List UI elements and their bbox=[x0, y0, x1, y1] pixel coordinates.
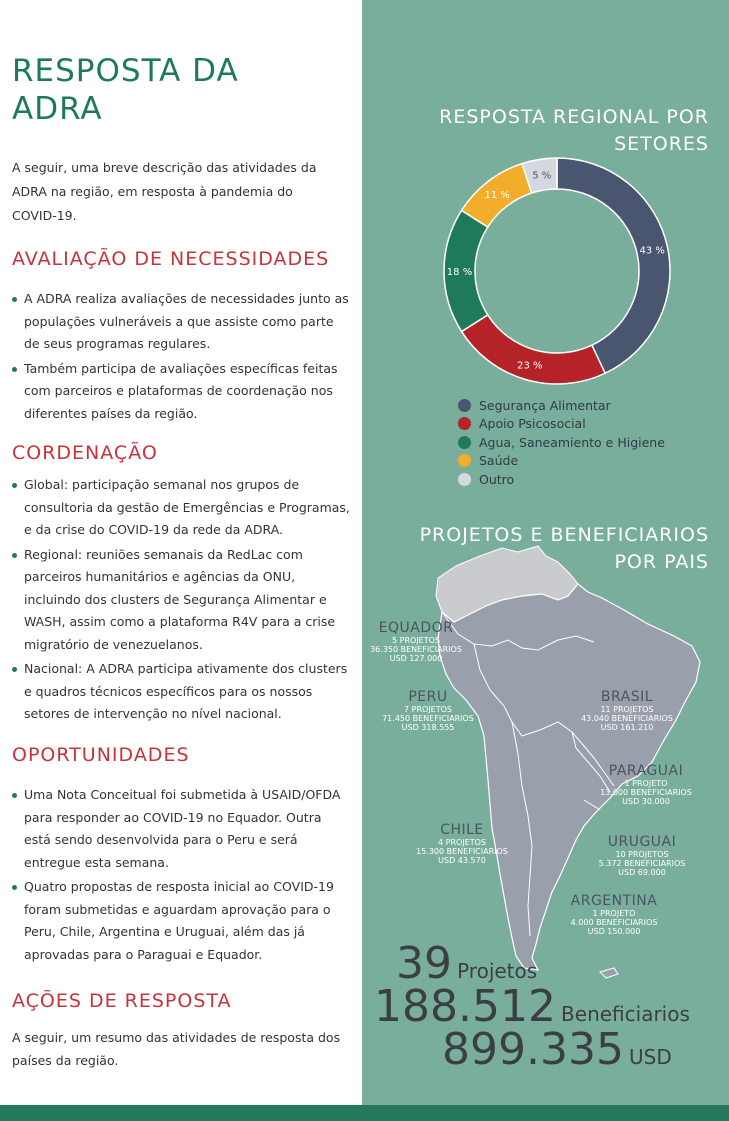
bullet-icon bbox=[12, 367, 17, 372]
cordenacao-list bbox=[12, 474, 350, 728]
donut-label-3: 11 % bbox=[484, 189, 510, 201]
country-paraguai: PARAGUAI 1 PROJETO 13.000 BENEFICIARIOS USD 30.000 bbox=[600, 763, 692, 806]
donut-label-0: 43 % bbox=[639, 245, 665, 257]
list-item: A ADRA realiza avaliações de necessidades junto as populações vulneráveis a que assiste como parte de seus programas regulares. bbox=[12, 288, 350, 356]
legend-label: Segurança Alimentar bbox=[479, 397, 611, 413]
intro-text: A seguir, uma breve descrição das atividades da ADRA na região, em resposta à pandemia do COVID-19. bbox=[12, 160, 317, 223]
country-brasil: BRASIL 11 PROJETOS 43.040 BENEFICIARIOS USD 161.210 bbox=[581, 689, 673, 732]
list-item: Global: participação semanal nos grupos de consultoria da gestão de Emergências e Programas, e da crise do COVID-19 da rede da ADRA. bbox=[12, 474, 350, 542]
donut-label-2: 18 % bbox=[446, 267, 473, 278]
bullet-icon bbox=[12, 483, 17, 488]
bullet-icon bbox=[12, 667, 17, 672]
legend-item bbox=[458, 415, 665, 434]
page-title: RESPOSTA DA ADRA bbox=[12, 53, 239, 127]
acoes-text: A seguir, um resumo das atividades de resposta dos países da região. bbox=[12, 1030, 341, 1068]
list-item: Quatro propostas de resposta inicial ao COVID-19 foram submetidas e aguardam aprovação para o Peru, Chile, Argentina e Uruguai, além das já aprovadas para o Paraguai e Equador. bbox=[12, 876, 350, 966]
chart-legend bbox=[458, 396, 665, 489]
legend-label: Saúde bbox=[479, 453, 519, 469]
country-peru: PERU 7 PROJETOS 71.450 BENEFICIARIOS USD 318.555 bbox=[382, 689, 474, 732]
chart-title: RESPOSTA REGIONAL POR SETORES bbox=[439, 106, 709, 155]
total-projects: 39 Projetos bbox=[396, 938, 538, 989]
legend-label: Apoio Psicosocial bbox=[479, 416, 586, 432]
country-chile: CHILE 4 PROJETOS 15.300 BENEFICIARIOS USD 43.570 bbox=[416, 822, 508, 865]
bullet-icon bbox=[12, 297, 17, 302]
legend-item bbox=[458, 452, 665, 471]
section-title-avaliacao: AVALIAÇÃO DE NECESSIDADES bbox=[12, 248, 330, 270]
total-usd: 899.335 USD bbox=[442, 1024, 672, 1075]
legend-item bbox=[458, 396, 665, 415]
right-panel bbox=[362, 0, 729, 1105]
donut-label-1: 23 % bbox=[517, 360, 543, 372]
legend-swatch bbox=[458, 436, 471, 449]
map-island bbox=[600, 968, 618, 978]
donut-slice-0 bbox=[557, 158, 670, 373]
legend-swatch bbox=[458, 473, 471, 486]
legend-label: Outro bbox=[479, 471, 515, 487]
legend-item bbox=[458, 433, 665, 452]
total-beneficiaries: 188.512 Beneficiarios bbox=[374, 981, 690, 1032]
legend-swatch bbox=[458, 399, 471, 412]
bullet-icon bbox=[12, 553, 17, 558]
list-item: Também participa de avaliações específicas feitas com parceiros e plataformas de coordenação nos diferentes países da região. bbox=[12, 358, 350, 426]
section-title-cordenacao: CORDENAÇÃO bbox=[12, 442, 158, 464]
country-argentina: ARGENTINA 1 PROJETO 4.000 BENEFICIARIOS USD 150.000 bbox=[570, 893, 658, 936]
oportunidades-list bbox=[12, 784, 350, 968]
section-title-acoes: AÇÕES DE RESPOSTA bbox=[12, 990, 232, 1012]
legend-item bbox=[458, 470, 665, 489]
footer-bar bbox=[0, 1105, 729, 1121]
donut-label-4: 5 % bbox=[532, 170, 552, 182]
country-uruguai: URUGUAI 10 PROJETOS 5.372 BENEFICIARIOS USD 69.000 bbox=[598, 834, 686, 877]
bullet-icon bbox=[12, 793, 17, 798]
section-title-oportunidades: OPORTUNIDADES bbox=[12, 744, 190, 766]
bullet-icon bbox=[12, 885, 17, 890]
legend-swatch bbox=[458, 454, 471, 467]
list-item: Regional: reuniões semanais da RedLac com parceiros humanitários e agências da ONU, incluindo dos clusters de Segurança Alimentar e WASH, assim como a plataforma R4V para a crise migratório de venezuelanos. bbox=[12, 544, 350, 657]
country-equador: EQUADOR 5 PROJETOS 36.350 BENEFICIARIOS USD 127.000 bbox=[370, 620, 462, 663]
donut-slice-1 bbox=[462, 315, 606, 384]
list-item: Nacional: A ADRA participa ativamente dos clusters e quadros técnicos específicos para os nossos setores de intervenção no nível nacional. bbox=[12, 658, 350, 726]
legend-label: Agua, Saneamiento e Higiene bbox=[479, 434, 665, 450]
donut-chart bbox=[442, 156, 672, 386]
legend-swatch bbox=[458, 417, 471, 430]
map-title: PROJETOS E BENEFICIARIOS POR PAIS bbox=[419, 524, 709, 573]
avaliacao-list bbox=[12, 288, 350, 427]
list-item: Uma Nota Conceitual foi submetida à USAID/OFDA para responder ao COVID-19 no Equador. Outra está sendo desenvolvida para o Peru e será entregue esta semana. bbox=[12, 784, 350, 874]
